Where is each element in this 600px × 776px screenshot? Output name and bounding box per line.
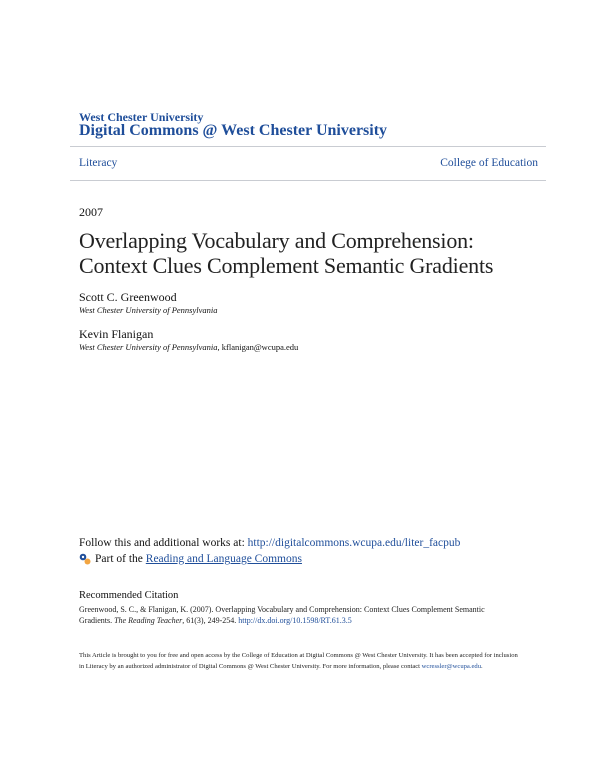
recommended-citation-heading: Recommended Citation (79, 590, 179, 601)
reading-language-commons-link[interactable]: Reading and Language Commons (145, 553, 302, 565)
follow-label: Follow this and additional works at: (79, 537, 248, 549)
follow-line (79, 537, 460, 549)
access-footer-note (79, 651, 519, 672)
citation-journal: The Reading Teacher (114, 616, 183, 625)
repository-name[interactable]: Digital Commons @ West Chester University (79, 122, 388, 139)
author-affiliation-2 (79, 342, 298, 352)
title-line-1: Overlapping Vocabulary and Comprehension: (79, 228, 474, 253)
citation-issue: , 61(3), 249-254. (182, 616, 239, 625)
author-email-2: , kflanigan@wcupa.edu (217, 342, 299, 352)
divider-top (70, 146, 546, 147)
author-name-1: Scott C. Greenwood (79, 290, 177, 304)
university-name[interactable]: West Chester University (79, 110, 204, 124)
citation-text: Greenwood, S. C., & Flanigan, K. (2007). Overlapping Vocabulary and Comprehension: Context Clues Complement Semantic Gradients. (79, 605, 485, 625)
collection-link[interactable]: Literacy (79, 157, 118, 169)
article-title (79, 228, 539, 278)
part-of-line (79, 553, 302, 565)
author-affiliation-1: West Chester University of Pennsylvania (79, 305, 218, 315)
footer-end: . (481, 662, 483, 670)
publication-year: 2007 (79, 205, 103, 219)
follow-url-link[interactable]: http://digitalcommons.wcupa.edu/liter_facpub (247, 537, 461, 549)
doi-link[interactable]: http://dx.doi.org/10.1598/RT.61.3.5 (238, 616, 352, 625)
network-icon (79, 553, 91, 565)
author-affiliation-2-text: West Chester University of Pennsylvania (79, 342, 218, 352)
department-link[interactable]: College of Education (440, 157, 538, 169)
part-of-label: Part of the (95, 553, 143, 565)
recommended-citation-body (79, 604, 519, 626)
divider-bottom (70, 180, 546, 181)
footer-text: This Article is brought to you for free and open access by the College of Education at Digital Commons @ West Chester University. It has been accepted for inclusion in Literacy by an authorized administrator of Digital Commons @ West Chester University. For more information, please contact (79, 652, 518, 670)
author-name-2: Kevin Flanigan (79, 327, 154, 341)
title-line-2: Context Clues Complement Semantic Gradients (79, 253, 494, 278)
contact-email-link[interactable]: wcressler@wcupa.edu (421, 662, 482, 670)
